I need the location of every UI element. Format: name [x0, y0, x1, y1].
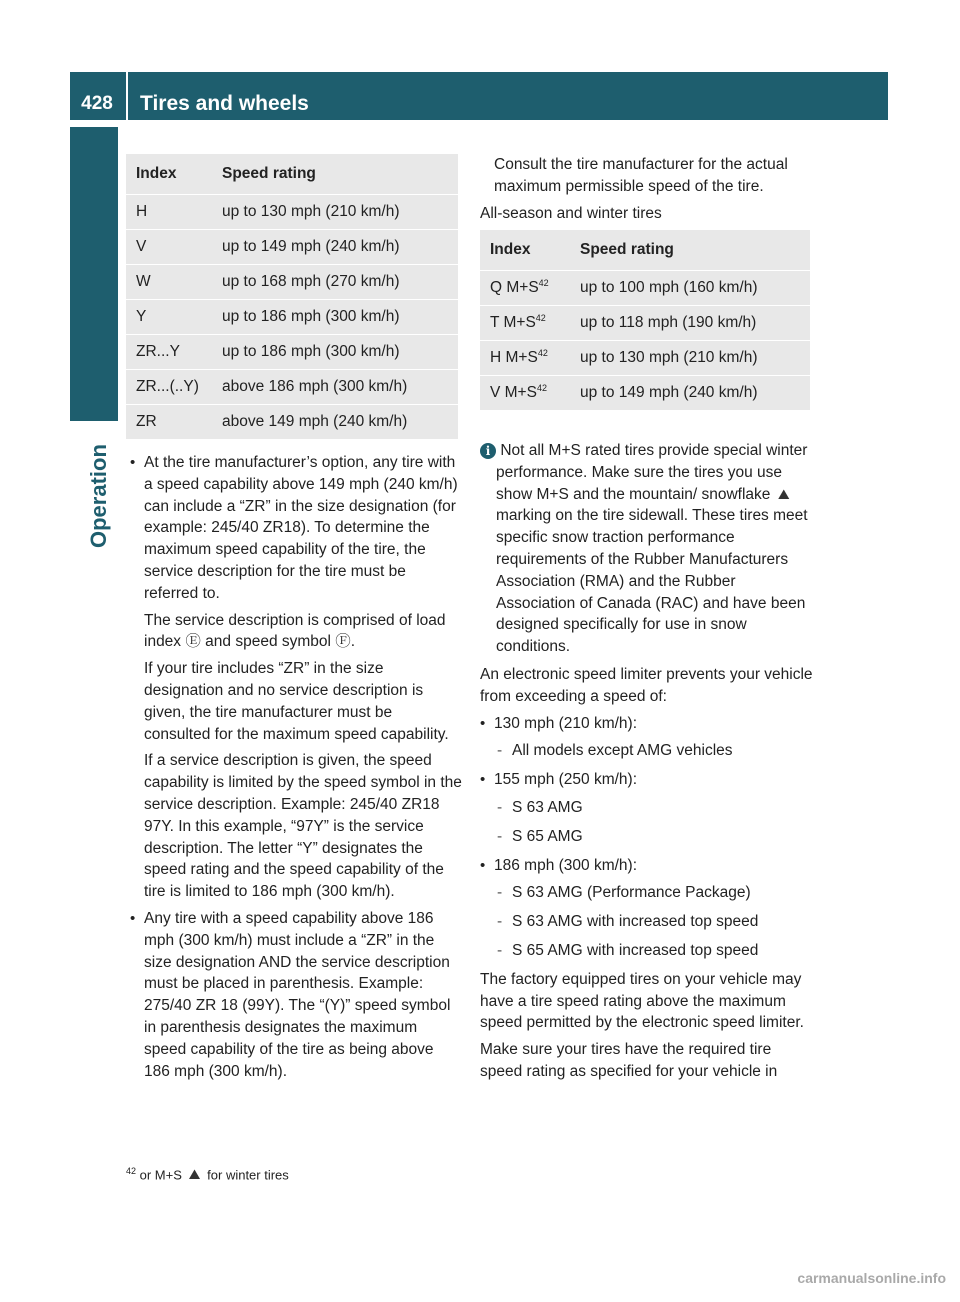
- index-cell: ZR...(..Y): [126, 370, 212, 405]
- index-cell: W: [126, 265, 212, 300]
- rating-cell: up to 168 mph (270 km/h): [212, 265, 458, 300]
- rating-cell: up to 118 mph (190 km/h): [570, 306, 810, 341]
- sub-list-item: - S 63 AMG with increased top speed: [480, 911, 814, 933]
- footnote: $^{42}$ or M+S ⛰ for winter tires: [126, 1166, 289, 1183]
- info-note: i Not all M+S rated tires provide special winter performance. Make sure the tires you use show M+S and the mountain/ snowflake ⛰ marking on the tire sidewall. These tires meet specific snow traction performance requirements of the Rubber Manufacturers Association (RMA) and the Rubber Association of Canada (RAC) and have been designed specifically for use in snow conditions.: [480, 440, 814, 658]
- rating-cell: above 186 mph (300 km/h): [212, 370, 458, 405]
- rating-cell: up to 186 mph (300 km/h): [212, 300, 458, 335]
- column-header-speed-rating: Speed rating: [570, 230, 810, 271]
- index-cell: V $M+S^{42}$: [480, 376, 570, 411]
- paragraph: The service description is comprised of load index Ⓔ and speed symbol Ⓕ.: [144, 611, 446, 651]
- table-header-row: [126, 154, 458, 195]
- table-row: [480, 341, 810, 376]
- sub-list-item: - S 63 AMG: [480, 797, 814, 819]
- column-header-index: Index: [126, 154, 212, 195]
- rating-cell: up to 149 mph (240 km/h): [212, 230, 458, 265]
- rating-cell: above 149 mph (240 km/h): [212, 405, 458, 440]
- speed-rating-table: [126, 154, 458, 439]
- table-row: [480, 376, 810, 411]
- table-row: [126, 370, 458, 405]
- rating-cell: up to 130 mph (210 km/h): [570, 341, 810, 376]
- info-icon: i: [480, 443, 496, 459]
- rating-cell: up to 186 mph (300 km/h): [212, 335, 458, 370]
- paragraph: All-season and winter tires: [480, 204, 662, 222]
- column-header-speed-rating: Speed rating: [212, 154, 458, 195]
- snowflake-mountain-icon: ⛰: [188, 1166, 201, 1183]
- rating-cell: up to 149 mph (240 km/h): [570, 376, 810, 411]
- paragraph: The factory equipped tires on your vehicle may have a tire speed rating above the maximum speed permitted by the electronic speed limiter.: [480, 970, 804, 1032]
- table-row: [126, 405, 458, 440]
- list-item: [130, 908, 462, 1082]
- list-item: • 155 mph (250 km/h):: [480, 769, 814, 791]
- paragraph: Consult the tire manufacturer for the actual maximum permissible speed of the tire.: [494, 156, 788, 195]
- paragraph: • At the tire manufacturer’s option, any tire with a speed capability above 149 mph (240 km/h) can include a “ZR” in the size designation (for example: 245/40 ZR18). To determine the maximum speed capability of the tire, the service description for the tire must be referred to.: [144, 454, 458, 602]
- rating-cell: up to 100 mph (160 km/h): [570, 271, 810, 306]
- sub-list-item: - All models except AMG vehicles: [480, 740, 814, 762]
- table-row: [126, 265, 458, 300]
- sub-list-item: - S 65 AMG: [480, 826, 814, 848]
- right-top-text: [480, 154, 814, 229]
- index-cell: T $M+S^{42}$: [480, 306, 570, 341]
- index-cell: Y: [126, 300, 212, 335]
- column-header-index: Index: [480, 230, 570, 271]
- table-row: [126, 230, 458, 265]
- paragraph: If a service description is given, the speed capability is limited by the speed symbol in the service description. Example: 245/40 ZR18 97Y. In this example, “97Y” is the service description. The letter “Y” designates the speed rating and the speed capability of the tire is limited to 186 mph (300 km/h).: [144, 752, 462, 901]
- list-item: [130, 452, 462, 903]
- index-cell: H $M+S^{42}$: [480, 341, 570, 376]
- index-cell: V: [126, 230, 212, 265]
- index-cell: ZR...Y: [126, 335, 212, 370]
- table-row: [126, 300, 458, 335]
- index-cell: H: [126, 195, 212, 230]
- paragraph: Make sure your tires have the required tire speed rating as specified for your vehicle in: [480, 1041, 778, 1080]
- rating-cell: up to 130 mph (210 km/h): [212, 195, 458, 230]
- table-header-row: [480, 230, 810, 271]
- list-item: • 186 mph (300 km/h):: [480, 855, 814, 877]
- table-row: [126, 195, 458, 230]
- table-row: [126, 335, 458, 370]
- index-cell: ZR: [126, 405, 212, 440]
- paragraph: • Any tire with a speed capability above 186 mph (300 km/h) must include a “ZR” in the size designation AND the service description must be placed in parenthesis. Example: 275/40 ZR 18 (99Y). The “(Y)” speed symbol in parenthesis designates the maximum speed capability of the tire as being above 186 mph (300 km/h).: [144, 909, 451, 1080]
- paragraph: An electronic speed limiter prevents your vehicle from exceeding a speed of:: [480, 665, 813, 705]
- index-cell: Q $M+S^{42}$: [480, 271, 570, 306]
- list-item: • 130 mph (210 km/h):: [480, 713, 814, 735]
- section-tab: [70, 127, 118, 421]
- page-number: 428: [81, 93, 113, 114]
- watermark: carmanualsonline.info: [797, 1270, 946, 1286]
- snowflake-mountain-icon: ⛰: [777, 485, 790, 502]
- section-label: Operation: [86, 444, 111, 548]
- header-divider: [126, 72, 128, 120]
- table-row: [480, 306, 810, 341]
- page-title: Tires and wheels: [140, 92, 309, 115]
- winter-speed-rating-table: [480, 230, 810, 410]
- sub-list-item: - S 65 AMG with increased top speed: [480, 940, 814, 962]
- right-bottom-text: [480, 440, 814, 1088]
- table-row: [480, 271, 810, 306]
- paragraph: If your tire includes “ZR” in the size designation and no service description is given, the tire manufacturer must be consulted for the maximum speed capability.: [144, 660, 449, 743]
- sub-list-item: - S 63 AMG (Performance Package): [480, 882, 814, 904]
- left-column-text: [130, 452, 462, 1087]
